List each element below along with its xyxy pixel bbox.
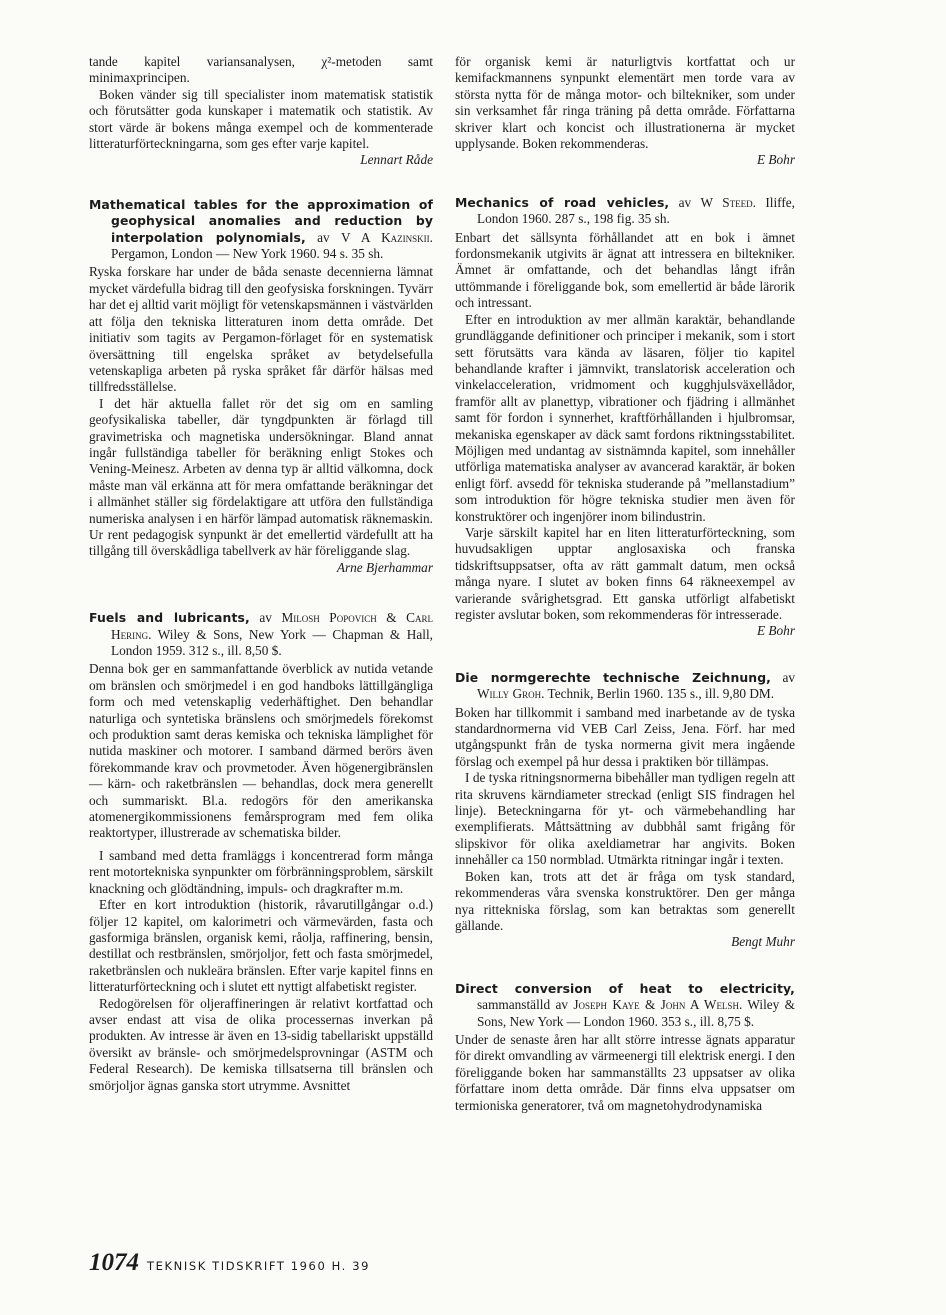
publication-info: Pergamon, London — New York 1960. 94 s. 35 sh. <box>111 246 384 262</box>
left-column <box>89 54 433 1094</box>
page-number: 1074 <box>89 1249 139 1276</box>
paragraph: Varje särskilt kapitel har en liten litteraturförteckning, som huvudsakligen upptar anglosaxiska och franska tidskriftsuppsatser, ofta av rätt gammalt datum, men också många nyare. I slutet av boken finns 64 räkneexempel av varierande svårighetsgrad. Ett ganska utförligt alfabetiskt register avslutar boken, som rekommenderas för intresserade. <box>455 524 795 622</box>
page-footer <box>89 1249 370 1277</box>
paragraph: Boken kan, trots att det är fråga om tysk standard, rekommenderas våra svenska konstruktörer. Den ger många nya rittekniska förslag, som kan betraktas som generellt gällande. <box>455 868 795 933</box>
review-heading <box>455 670 795 703</box>
review-heading <box>455 981 795 1030</box>
review-mechanics-of-road-vehicles <box>455 195 795 640</box>
book-title: Mechanics of road vehicles, <box>455 194 670 210</box>
by-word: av <box>678 194 692 210</box>
book-author: W Steed. <box>700 194 756 210</box>
publication-info: Wiley & Sons, New York — London 1960. 353 s., ill. 8,75 $. <box>477 997 795 1029</box>
book-title: Fuels and lubricants, <box>89 610 250 626</box>
paragraph: för organisk kemi är naturligtvis kortfattat och ur kemifackmannens synpunkt elementärt men torde vara av största nytta för de många motor- och biltekniker, som under sin verksamhet får ringa träning på detta område. Författarna skriver klart och koncist och illustrationerna är mycket upplysande. Boken rekommenderas. <box>455 54 795 152</box>
book-author: Milosh Popovich & Carl Hering. <box>111 610 434 642</box>
review-continuation-left <box>89 54 433 169</box>
paragraph: Denna bok ger en sammanfattande överblick av nutida vetande om bränslen och smörjmedel i en god handboks lättillgängliga form och med vetenskaplig vederhäftighet. Den behandlar naturliga och syntetiska bränslens och smörjmedels förekomst och produktion samt deras kemiska och tekniska lämplighet för nutida maskiner och motorer. I samband därmed berörs även förekommande krav och provmetoder. Även högenergibränslen — kärn- och raketbränslen — behandlas, dock mera generellt och summariskt. Bl.a. redogörs för den amerikanska atomenergikommissionens femårsprogram med fem olika reaktortyper, illustrerade av schematiska bilder. <box>89 661 433 841</box>
book-title: Direct conversion of heat to electricity, <box>455 980 795 996</box>
book-author: Joseph Kaye & John A Welsh. <box>573 997 743 1013</box>
paragraph: Under de senaste åren har allt större intresse ägnats apparatur för direkt omvandling av värmeenergi till elektrisk energi. I den föreliggande boken har sammanställts 23 uppsatser av olika författare inom detta område. Där finns elva uppsatser om termioniska generatorer, två om magnetohydrodynamiska <box>455 1031 795 1113</box>
review-mathematical-tables <box>89 197 433 576</box>
by-word: av <box>317 229 330 245</box>
book-title: Die normgerechte technische Zeichnung, <box>455 669 771 685</box>
paragraph: Ryska forskare har under de båda senaste decennierna lämnat mycket värdefulla bidrag till den geofysiska forskningen. Tyvärr har det ej alltid varit möjligt för vetenskapsmännen i västvärlden att följa den tekniska litteraturen inom detta område. Det initiativ som tagits av Pergamon-förlaget för en systematisk översättning till engelska språket av betydelsefulla vetenskapliga arbeten på ryska språket får därför hälsas med tillfredsställelse. <box>89 264 433 395</box>
reviewer-signature: Arne Bjerhammar <box>336 559 433 575</box>
review-heading <box>89 197 433 263</box>
review-fuels-and-lubricants <box>89 610 433 1094</box>
publication-info: Iliffe, London 1960. 287 s., 198 fig. 35 sh. <box>477 194 795 227</box>
publication-info: Technik, Berlin 1960. 135 s., ill. 9,80 DM. <box>547 686 775 702</box>
paragraph: Boken vänder sig till specialister inom matematisk statistik och förutsätter goda kunskaper i matematik och statistik. Av stort värde är bokens många exempel och de kommenterade litteraturförteckningarna, som ges efter varje kapitel. <box>89 86 433 152</box>
reviewer-signature: Lennart Råde <box>360 152 433 168</box>
journal-name: TEKNISK TIDSKRIFT 1960 H. 39 <box>147 1259 371 1273</box>
review-heading <box>455 195 795 228</box>
by-word: av <box>782 669 795 685</box>
review-direct-conversion <box>455 981 795 1114</box>
publication-info: Wiley & Sons, New York — Chapman & Hall, London 1959. 312 s., ill. 8,50 $. <box>111 626 433 658</box>
reviewer-signature: E Bohr <box>756 152 795 168</box>
paragraph: Boken har tillkommit i samband med inarbetande av de tyska standardnormerna vid VEB Carl Zeiss, Jena. Förf. har med utgångspunkt från de tyska normerna givit mera ingående förslag och exempel på hur dessa i praktiken bör tillämpas. <box>455 704 795 769</box>
review-continuation-right <box>455 54 795 169</box>
by-word: sammanställd av <box>477 997 569 1013</box>
paragraph: Efter en kort introduktion (historik, råvarutillgångar o.d.) följer 12 kapitel, om kalorimetri och värmevärden, fasta och gasformiga bränslen, organisk kemi, råolja, raffinering, bensin, destillat och restbränslen, smörjoljor, fett och fasta smörjmedel, raketbränslen och nukleära bränslen. Efter varje kapitel finns en litteraturförteckning och i slutet ett nyttigt alfabetiskt register. <box>89 897 433 995</box>
paragraph: I det här aktuella fallet rör det sig om en samling geofysikaliska tabeller, där tyngdpunkten är förlagd till gravimetriska och magnetiska undersökningar. Bland annat ingår fullständiga tabeller för beräkning enligt Stokes och Vening-Meinesz. Arbeten av denna typ är alltid välkomna, dock måste man väl erkänna att för mera omfattande beräkningar det i allmänhet ställer sig fördelaktigare att utföra den fullständiga numeriska analysen i en härför lämpad automatisk räknemaskin. Ur rent pedagogisk synpunkt är det emellertid värdefullt att ha tillgång till överskådliga tabellverk av här föreliggande slag. <box>89 395 433 559</box>
paragraph: I samband med detta framläggs i koncentrerad form många rent motortekniska synpunkter om förbränningsproblem, särskilt knackning och glödtändning, impuls- och dragkrafter m.m. <box>89 847 433 896</box>
reviewer-signature: Bengt Muhr <box>731 934 795 950</box>
book-title: Mathematical tables for the approximation of geophysical anomalies and reduction by interpolation polynomials, <box>89 196 433 245</box>
review-normgerechte-zeichnung <box>455 670 795 951</box>
right-column <box>455 54 795 1114</box>
paragraph: tande kapitel variansanalysen, χ²-metoden samt minimaxprincipen. <box>89 54 433 86</box>
paragraph: Efter en introduktion av mer allmän karaktär, behandlande grundläggande definitioner och principer i mekanik, som i stort sett förutsätts vara kända av läsaren, följer tio kapitel behandlande krafter i jämnvikt, translatorisk acceleration och vinkelacceleration, vridmoment och kugghjulsväxellådor, framför allt av planettyp, vibrationer och fjädring i allmänhet samt för fordon i synnerhet, kraftförhållanden i hjulbromsar, mekaniska egenskaper av däck samt fordons riktningsstabilitet. Möjligen med undantag av sistnämnda kapitel, som innehåller utförliga matematiska analyser av avancerad karaktär, är boken enligt förf. avsedd för tekniska studerande på ”mellanstadium” som introduktion för högre tekniska studier men även för konstruktörer och ingenjörer inom bilindustrin. <box>455 311 795 524</box>
book-author: Willy Groh. <box>477 686 545 702</box>
paragraph: Redogörelsen för oljeraffineringen är relativt kortfattad och avser endast att visa de olika processernas inverkan på produkten. Av intresse är även en 13-sidig tabellariskt uppställd översikt av bränsle- och smörjmedelsprovningar (ASTM och Federal Research). De kemiska tillsatserna till bränslen och smörjoljor ägnas ganska stort utrymme. Avsnittet <box>89 995 433 1093</box>
book-author: V A Kazinskii. <box>340 229 433 245</box>
paragraph: Enbart det sällsynta förhållandet att en bok i ämnet fordonsmekanik utgivits är ägnat att intressera en biltekniker. Ämnet är omfattande, och det behandlas långt ifrån uttömmande i föreliggande bok, som emellertid är både lärorik och intressant. <box>455 229 795 311</box>
by-word: av <box>259 610 272 626</box>
review-heading <box>89 610 433 659</box>
reviewer-signature: E Bohr <box>756 623 795 639</box>
paragraph: I de tyska ritningsnormerna bibehåller man tydligen regeln att rita skruvens kärndiameter streckad (enligt SIS findragen hel linje). Beteckningarna för yt- och värmebehandling har exemplifierats. Måttsättning av dubbhål samt frigång för slipskivor för olika axeldiametrar har angivits. Boken innehåller ca 150 normblad. Utmärkta ritningar ingår i texten. <box>455 770 795 868</box>
